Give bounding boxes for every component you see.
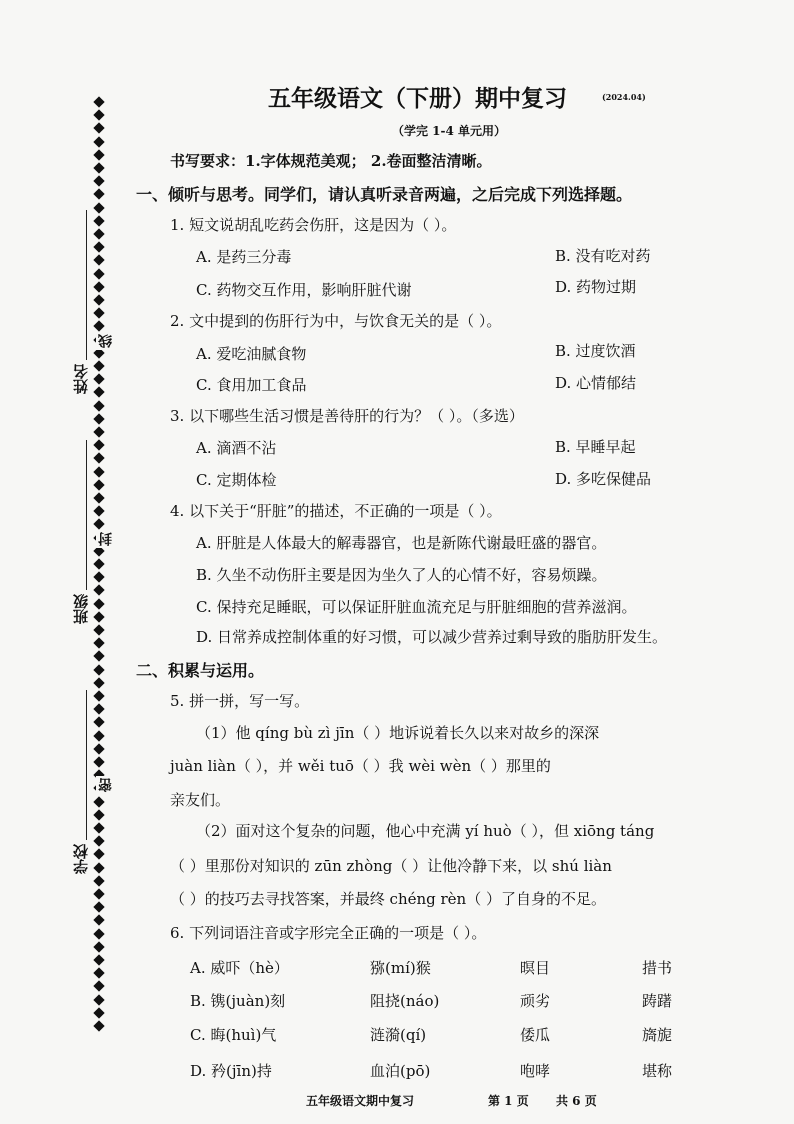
binding-diamond bbox=[93, 294, 104, 305]
binding-diamond bbox=[93, 242, 104, 253]
binding-diamond bbox=[93, 136, 104, 147]
binding-diamond bbox=[93, 360, 104, 371]
q2-stem: 2. 文中提到的伤肝行为中，与饮食无关的是（ ）。 bbox=[170, 312, 502, 330]
name-label: 姓名 bbox=[72, 364, 90, 394]
binding-diamond bbox=[93, 215, 104, 226]
q4-option-a: A. 肝脏是人体最大的解毒器官，也是新陈代谢最旺盛的器官。 bbox=[196, 534, 607, 552]
q4-stem: 4. 以下关于“肝脏”的描述，不正确的一项是（ ）。 bbox=[170, 502, 502, 520]
q6-c-1: C. 晦(huì)气 bbox=[190, 1026, 277, 1044]
binding-diamond bbox=[93, 400, 104, 411]
binding-diamond bbox=[93, 255, 104, 266]
binding-diamond bbox=[93, 677, 104, 688]
q6-b-2: 阻挠(náo) bbox=[370, 992, 440, 1010]
q5-line-2: juàn liàn（ ），并 wěi tuō（ ）我 wèi wèn（ ）那里的 bbox=[170, 757, 551, 775]
binding-diamond bbox=[93, 743, 104, 754]
q4-option-c: C. 保持充足睡眠，可以保证肝脏血流充足与肝脏细胞的营养滋润。 bbox=[196, 598, 637, 616]
q6-d-3: 咆哮 bbox=[520, 1062, 551, 1080]
binding-diamond bbox=[93, 822, 104, 833]
q5-line-1: （1）他 qíng bù zì jīn（ ）地诉说着长久以来对故乡的深深 bbox=[196, 724, 600, 742]
binding-diamond bbox=[93, 902, 104, 913]
mark-feng: 封 bbox=[98, 532, 114, 546]
q3-option-a: A. 滴酒不沾 bbox=[196, 439, 277, 457]
section-1-title: 一、倾听与思考。同学们，请认真听录音两遍，之后完成下列选择题。 bbox=[136, 185, 633, 204]
q1-option-c: C. 药物交互作用，影响肝脏代谢 bbox=[196, 281, 412, 299]
binding-diamond bbox=[93, 466, 104, 477]
q5-line-4: （2）面对这个复杂的问题，他心中充满 yí huò（ ），但 xiōng táng bbox=[196, 822, 655, 840]
q4-option-d: D. 日常养成控制体重的好习惯，可以减少营养过剩导致的脂肪肝发生。 bbox=[196, 628, 668, 646]
binding-diamond bbox=[93, 638, 104, 649]
binding-diamond bbox=[93, 809, 104, 820]
binding-diamond bbox=[93, 572, 104, 583]
binding-diamond bbox=[93, 598, 104, 609]
binding-diamond bbox=[93, 479, 104, 490]
binding-diamond bbox=[93, 849, 104, 860]
school-line bbox=[86, 690, 87, 840]
q6-d-1: D. 矜(jīn)持 bbox=[190, 1062, 272, 1080]
binding-diamond bbox=[93, 862, 104, 873]
q6-a-2: 猕(mí)猴 bbox=[370, 959, 431, 977]
q1-option-b: B. 没有吃对药 bbox=[555, 247, 651, 265]
q3-option-d: D. 多吃保健品 bbox=[555, 470, 652, 488]
q5-line-5: （ ）里那份对知识的 zūn zhòng（ ）让他冷静下来，以 shú liàn bbox=[170, 857, 612, 875]
binding-diamond bbox=[93, 453, 104, 464]
binding-diamond bbox=[93, 796, 104, 807]
q1-option-d: D. 药物过期 bbox=[555, 278, 637, 296]
q6-d-4: 堪称 bbox=[642, 1062, 673, 1080]
binding-diamond bbox=[93, 1007, 104, 1018]
class-line bbox=[86, 440, 87, 590]
binding-diamond bbox=[93, 928, 104, 939]
binding-diamond bbox=[93, 506, 104, 517]
binding-diamond bbox=[93, 387, 104, 398]
binding-diamond bbox=[93, 149, 104, 160]
q3-option-c: C. 定期体检 bbox=[196, 471, 277, 489]
binding-diamond bbox=[93, 690, 104, 701]
binding-diamond bbox=[93, 308, 104, 319]
q2-option-c: C. 食用加工食品 bbox=[196, 376, 307, 394]
q3-stem: 3. 以下哪些生活习惯是善待肝的行为？（ ）。（多选） bbox=[170, 407, 524, 425]
q6-b-4: 踌躇 bbox=[642, 992, 673, 1010]
binding-diamond bbox=[93, 413, 104, 424]
q2-option-d: D. 心情郁结 bbox=[555, 374, 637, 392]
page-title: 五年级语文（下册）期中复习 bbox=[268, 86, 567, 112]
name-line bbox=[86, 210, 87, 360]
binding-diamond bbox=[93, 321, 104, 332]
q6-c-3: 倭瓜 bbox=[520, 1026, 551, 1044]
mark-xian: 线 bbox=[98, 334, 114, 348]
class-label: 班级 bbox=[72, 594, 90, 624]
binding-diamond bbox=[93, 756, 104, 767]
school-label: 学校 bbox=[72, 844, 90, 874]
page-date: (2024.04) bbox=[602, 92, 646, 102]
footer-title: 五年级语文期中复习 bbox=[306, 1094, 415, 1108]
binding-diamond bbox=[93, 202, 104, 213]
binding-diamond bbox=[93, 492, 104, 503]
binding-diamond bbox=[93, 611, 104, 622]
q5-stem: 5. 拼一拼，写一写。 bbox=[170, 692, 310, 710]
binding-diamond bbox=[93, 123, 104, 134]
binding-diamond bbox=[93, 281, 104, 292]
binding-diamond bbox=[93, 704, 104, 715]
binding-diamond bbox=[93, 994, 104, 1005]
q6-c-2: 涟漪(qí) bbox=[370, 1026, 427, 1044]
q3-option-b: B. 早睡早起 bbox=[555, 438, 636, 456]
binding-diamond bbox=[93, 651, 104, 662]
footer-total: 共 6 页 bbox=[556, 1094, 597, 1108]
binding-diamond bbox=[93, 440, 104, 451]
q4-option-b: B. 久坐不动伤肝主要是因为坐久了人的心情不好，容易烦躁。 bbox=[196, 566, 607, 584]
binding-diamond bbox=[93, 888, 104, 899]
writing-requirements: 书写要求：1.字体规范美观； 2.卷面整洁清晰。 bbox=[170, 152, 492, 170]
q6-d-2: 血泊(pō) bbox=[370, 1062, 431, 1080]
binding-diamond-column bbox=[92, 98, 108, 1030]
binding-diamond bbox=[93, 954, 104, 965]
q6-b-1: B. 镌(juàn)刻 bbox=[190, 992, 286, 1010]
binding-diamond bbox=[93, 968, 104, 979]
q6-a-3: 暝目 bbox=[520, 959, 551, 977]
q6-c-4: 旖旎 bbox=[642, 1026, 673, 1044]
q5-line-3: 亲友们。 bbox=[170, 791, 231, 809]
binding-diamond bbox=[93, 624, 104, 635]
binding-diamond bbox=[93, 1020, 104, 1031]
page-scope: （学完 1-4 单元用） bbox=[392, 124, 507, 138]
section-2-title: 二、积累与运用。 bbox=[136, 661, 265, 680]
q1-option-a: A. 是药三分毒 bbox=[196, 248, 292, 266]
mark-mi: 密 bbox=[98, 778, 114, 792]
binding-diamond bbox=[93, 519, 104, 530]
binding-diamond bbox=[93, 426, 104, 437]
footer-page: 第 1 页 bbox=[488, 1094, 529, 1108]
binding-diamond bbox=[93, 176, 104, 187]
binding-diamond bbox=[93, 875, 104, 886]
binding-diamond bbox=[93, 268, 104, 279]
binding-diamond bbox=[93, 836, 104, 847]
q6-stem: 6. 下列词语注音或字形完全正确的一项是（ ）。 bbox=[170, 924, 487, 942]
binding-diamond bbox=[93, 189, 104, 200]
q5-line-6: （ ）的技巧去寻找答案，并最终 chéng rèn（ ）了自身的不足。 bbox=[170, 890, 606, 908]
binding-diamond bbox=[93, 941, 104, 952]
q2-option-b: B. 过度饮酒 bbox=[555, 342, 636, 360]
binding-diamond bbox=[93, 162, 104, 173]
q1-stem: 1. 短文说胡乱吃药会伤肝，这是因为（ ）。 bbox=[170, 216, 457, 234]
binding-diamond bbox=[93, 374, 104, 385]
binding-diamond bbox=[93, 664, 104, 675]
binding-diamond bbox=[93, 96, 104, 107]
binding-diamond bbox=[93, 730, 104, 741]
q6-b-3: 顽劣 bbox=[520, 992, 551, 1010]
binding-diamond bbox=[93, 915, 104, 926]
binding-diamond bbox=[93, 981, 104, 992]
binding-diamond bbox=[93, 110, 104, 121]
binding-diamond bbox=[93, 228, 104, 239]
binding-diamond bbox=[93, 717, 104, 728]
q6-a-1: A. 威吓（hè） bbox=[190, 959, 289, 977]
q6-a-4: 措书 bbox=[642, 959, 673, 977]
binding-diamond bbox=[93, 558, 104, 569]
binding-diamond bbox=[93, 585, 104, 596]
q2-option-a: A. 爱吃油腻食物 bbox=[196, 345, 307, 363]
